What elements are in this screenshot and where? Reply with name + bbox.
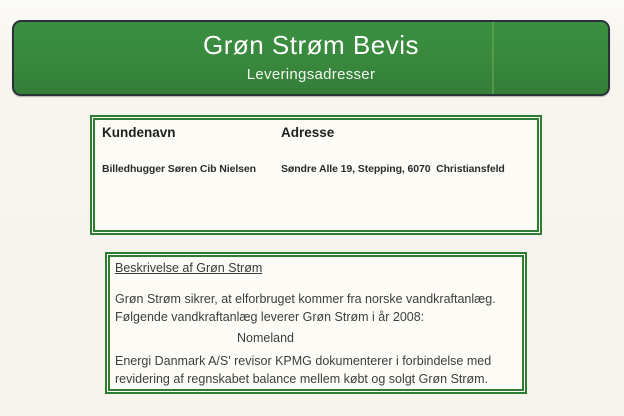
hydro-plant-name: Nomeland: [237, 331, 294, 345]
description-line: Følgende vandkraftanlæg leverer Grøn Strøm i år 2008:: [115, 310, 425, 324]
column-header-kundenavn: Kundenavn: [102, 125, 176, 140]
description-line: Energi Danmark A/S' revisor KPMG dokumenterer i forbindelse med: [115, 354, 492, 368]
scan-crease-line: [492, 22, 494, 94]
page-subtitle: Leveringsadresser: [246, 66, 376, 83]
cell-adresse: Søndre Alle 19, Stepping, 6070 Christiansfeld: [281, 163, 505, 175]
description-line: Grøn Strøm sikrer, at elforbruget kommer fra norske vandkraftanlæg.: [115, 292, 496, 306]
certificate-header: [12, 20, 610, 96]
description-heading: Beskrivelse af Grøn Strøm: [115, 261, 263, 275]
description-paragraph-1: [115, 290, 516, 326]
customer-table-box: [90, 115, 542, 235]
page-title: Grøn Strøm Bevis: [202, 30, 419, 60]
description-line: revidering af regnskabet balance mellem købt og solgt Grøn Strøm.: [115, 372, 489, 386]
cell-kundenavn: Billedhugger Søren Cib Nielsen: [102, 163, 256, 175]
column-header-adresse: Adresse: [281, 125, 335, 140]
description-paragraph-2: [115, 352, 516, 388]
table-header-row: [102, 124, 529, 141]
table-row: [102, 162, 529, 176]
description-box: [105, 252, 527, 394]
